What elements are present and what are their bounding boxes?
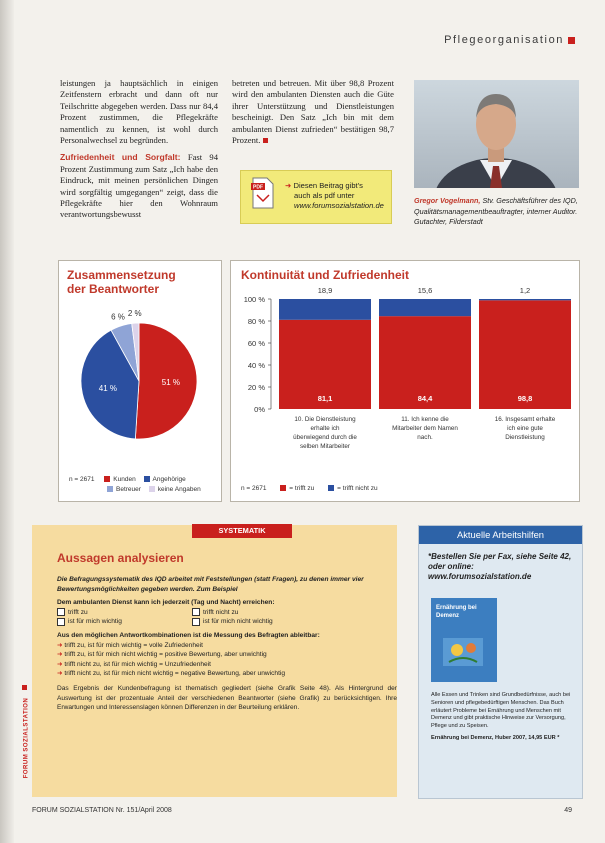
bar-segment	[379, 299, 471, 316]
caption-name: Gregor Vogelmann,	[414, 196, 481, 205]
bar-legend	[241, 485, 378, 492]
systematik-box	[23, 525, 397, 797]
paragraph-lead: Zufriedenheit und Sorgfalt:	[60, 152, 181, 163]
page-footer	[32, 807, 572, 814]
legend-label: = trifft nicht zu	[337, 485, 378, 492]
checkbox[interactable]	[57, 608, 65, 616]
pdf-box-link[interactable]: www.forumsozialstation.de	[294, 201, 384, 210]
category-label: 10. Die Dienstleistung erhalte ich überwiegend durch die selben Mitarbeiter	[293, 416, 357, 450]
option-label: trifft nicht zu	[203, 608, 239, 616]
legend-swatch	[107, 486, 113, 492]
systematik-intro: Die Befragungssystematik des IQD arbeitet mit Feststellungen (statt Fragen), zu denen immer vier Bewertungsmöglichkeiten gegeben werden. Zum Beispiel	[57, 576, 364, 593]
photo-caption	[414, 196, 584, 228]
pie-chart-panel	[58, 260, 222, 502]
bar-data-label: 15,6	[417, 286, 433, 295]
section-header	[444, 34, 575, 46]
arrow-icon: ➜	[57, 670, 65, 678]
end-of-article-icon	[263, 138, 268, 143]
checkbox[interactable]	[57, 618, 65, 626]
y-tick-label: 80 %	[247, 317, 265, 326]
bar-data-label: 18,9	[317, 286, 333, 295]
arbeitshilfen-box	[418, 525, 583, 799]
bar-segment	[479, 300, 571, 409]
pdf-file-icon	[251, 177, 275, 209]
systematik-title: Aussagen analysieren	[57, 551, 184, 565]
side-label-text: FORUM SOZIALSTATION	[23, 697, 30, 779]
y-tick-label: 20 %	[247, 383, 265, 392]
pie-data-label: 41 %	[98, 383, 117, 393]
section-title: Pflegeorganisation	[444, 34, 564, 46]
page-edge-shadow	[0, 0, 14, 843]
legend-label: = trifft zu	[289, 485, 315, 492]
bar-segment	[479, 299, 571, 300]
legend-label: keine Angaben	[157, 486, 201, 493]
article-column-2	[232, 78, 394, 152]
option-label: trifft zu	[68, 608, 88, 616]
legend-swatch	[104, 476, 110, 482]
legend-label: Angehörige	[152, 476, 186, 483]
y-tick-label: 60 %	[247, 339, 265, 348]
arrow-icon: ➜	[57, 660, 65, 668]
legend-label: Kunden	[113, 476, 136, 483]
category-label: 11. Ich kenne die Mitarbeiter dem Namen nach.	[392, 416, 458, 441]
book-price: Ernährung bei Demenz, Huber 2007, 14,95 EUR *	[431, 734, 560, 741]
book-cover[interactable]	[431, 598, 497, 682]
legend-swatch	[144, 476, 150, 482]
page-number: 49	[564, 807, 572, 814]
caption-role: Stv. Geschäftsführer des IQD, Qualitätsmanagementbeauftragter, interner Auditor. Gutachter, Filderstadt	[414, 196, 578, 226]
bar-data-label: 84,4	[417, 394, 433, 403]
legend-swatch	[280, 485, 286, 491]
article-paragraph: leistungen ja hauptsächlich in einigen Zeitfenstern erbracht und dann oft nur Teilschritte abgegeben werden. Dass nur 84,4 Prozent zustimmen, die Pflegekräfte namentlich zu kennen, ist wohl durch Personalwechsel zu begründen.	[60, 78, 218, 146]
book-description: Alle Essen und Trinken sind Grundbedürfnisse, auch bei Senioren und pflegebedürftigen Menschen. Das Buch erläutert Probleme bei Ernährung und Menschen mit Demenz und gibt praktische Hinweise zur Versorgung, Pflege und zu Speisen. Ernährung bei Demenz, Huber 2007, 14,95 EUR *	[431, 692, 571, 741]
header-square-icon	[568, 37, 575, 44]
book-cover-illustration	[431, 598, 497, 682]
book-cover-title: Ernährung bei Demenz	[436, 605, 477, 619]
paragraph-text: betreten und betreuen. Mit über 98,8 Prozent wird den ambulanten Diensten auch die Güte ihrer Unterstützung und Dienstleistungen bescheinigt. Den Satz „Ich bin mit dem ambulanten Dienst zufrieden“ bestätigen 98,7 Prozent.	[232, 78, 394, 146]
pie-data-label: 51 %	[161, 378, 181, 388]
paragraph-text: Fast 94 Prozent Zustimmung zum Satz „Ich habe den Eindruck, mit meinen persönlichen Dingen wird sorgfältig umgegangen“ zeigt, dass die Pflegekräfte hier den Wohnraum verantwortungsbewusst	[60, 152, 219, 220]
footer-publication: FORUM SOZIALSTATION Nr. 151/April 2008	[32, 807, 172, 814]
pdf-box-line: Diesen Beitrag gibt's	[293, 181, 363, 190]
combo-item: trifft nicht zu, ist für mich wichtig = Unzufriedenheit	[64, 660, 212, 668]
option-label: ist für mich wichtig	[68, 618, 122, 626]
checkbox[interactable]	[192, 608, 200, 616]
systematik-example: Dem ambulanten Dienst kann ich jederzeit (Tag und Nacht) erreichen:	[57, 599, 275, 607]
arbeitshilfen-title: Aktuelle Arbeitshilfen	[419, 526, 582, 544]
checkbox[interactable]	[192, 618, 200, 626]
systematik-outro: Das Ergebnis der Kundenbefragung ist thematisch gegliedert (siehe Grafik Seite 48). Als Hintergrund der Auswertung ist der prozentuale Anteil der verschiedenen Beantworter (siehe Grafik) zu berücksichtigen. Ihre Erwartungen und Interessenslagen können Differenzen in der Beurteilung erklären.	[57, 684, 397, 712]
bar-data-label: 81,1	[317, 394, 333, 403]
combo-item: trifft nicht zu, ist für mich nicht wichtig = negative Bewertung, aber unwichtig	[64, 670, 286, 678]
systematik-tag: SYSTEMATIK	[192, 524, 292, 538]
pie-legend	[69, 476, 219, 493]
legend-label: Betreuer	[116, 486, 141, 493]
y-tick-label: 40 %	[247, 361, 265, 370]
svg-text:PDF: PDF	[253, 184, 263, 191]
pdf-box-line: auch als pdf unter	[294, 191, 355, 200]
pie-data-label: 6 %	[111, 312, 125, 322]
y-tick-label: 0%	[254, 405, 265, 414]
bar-data-label: 98,8	[517, 394, 533, 403]
stacked-bar-chart	[231, 281, 579, 481]
category-label: 16. Insgesamt erhalte ich eine gute Dienstleistung	[494, 416, 556, 441]
side-label	[22, 685, 32, 785]
option-label: ist für mich nicht wichtig	[203, 618, 273, 626]
combos-title: Aus den möglichen Antwortkombinationen ist die Messung des Befragten ableitbar:	[57, 631, 320, 639]
bar-chart-panel	[230, 260, 580, 502]
bar-chart-title: Kontinuität und Zufriedenheit	[241, 268, 409, 282]
arrow-icon: ➜	[57, 641, 65, 649]
y-tick-label: 100 %	[243, 295, 265, 304]
article-paragraph	[232, 78, 394, 146]
sample-size-label: n = 2671	[241, 485, 267, 492]
pie-data-label: 2 %	[127, 309, 142, 319]
author-portrait-image	[414, 80, 579, 188]
pdf-download-box[interactable]: PDF ➜ Diesen Beitrag gibt's auch als pdf unter www.forumsozialstation.de	[240, 170, 392, 224]
side-square-icon	[22, 685, 27, 690]
combo-item: trifft zu, ist für mich nicht wichtig = positive Bewertung, aber unwichtig	[64, 651, 267, 659]
pie-chart	[59, 301, 221, 471]
sample-size-label: n = 2671	[69, 476, 95, 483]
arrow-icon: ➜	[57, 651, 65, 659]
article-paragraph	[60, 152, 218, 220]
combo-item: trifft zu, ist für mich wichtig = volle Zufriedenheit	[64, 641, 203, 649]
article-column-1	[60, 78, 218, 227]
legend-swatch	[149, 486, 155, 492]
pie-chart-title: Zusammensetzung der Beantworter	[67, 268, 176, 296]
order-info[interactable]: *Bestellen Sie per Fax, siehe Seite 42, oder online: www.forumsozialstation.de	[428, 552, 572, 581]
bar-data-label: 1,2	[519, 286, 531, 295]
legend-swatch	[328, 485, 334, 491]
author-photo	[414, 80, 579, 188]
bar-segment	[279, 299, 371, 320]
systematik-text	[57, 575, 397, 713]
